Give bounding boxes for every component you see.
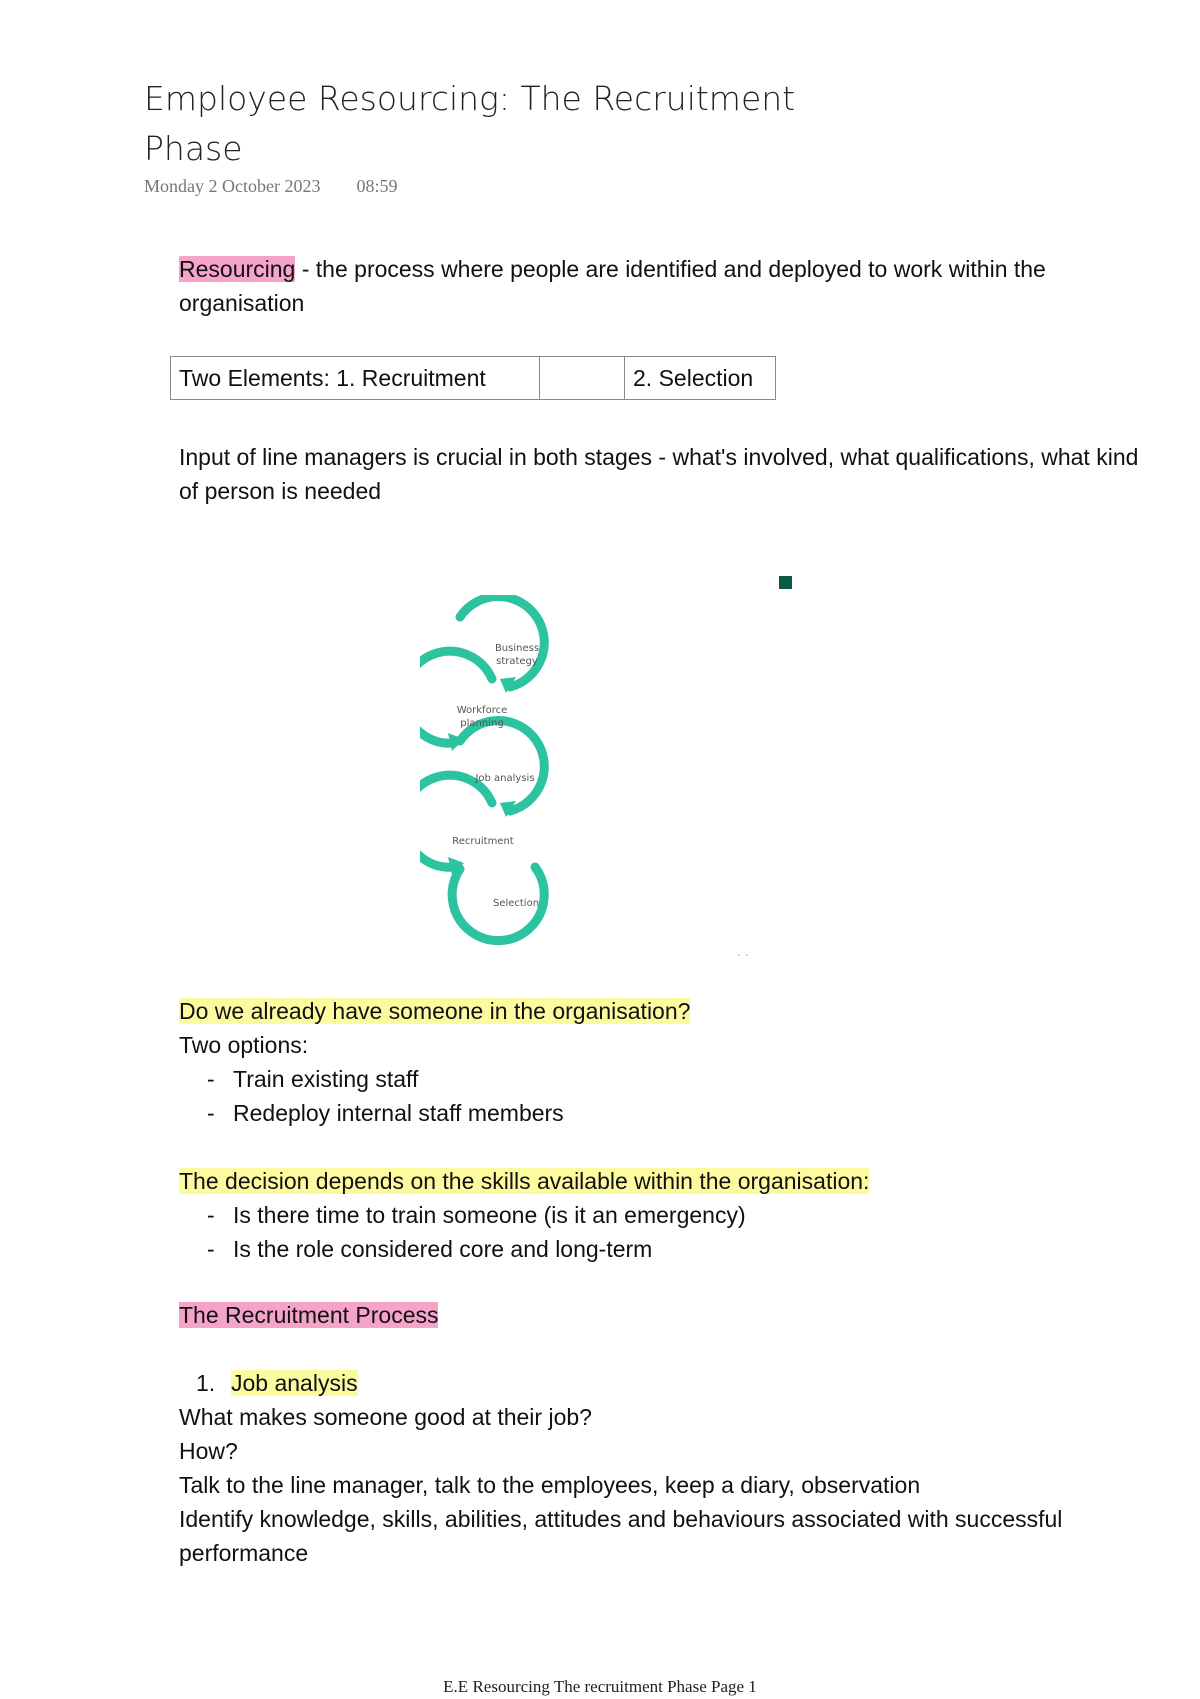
resourcing-term: Resourcing bbox=[179, 256, 296, 282]
process-step-1 bbox=[179, 1366, 1184, 1400]
list-item: - Is the role considered core and long-term bbox=[179, 1232, 1179, 1266]
stage-label-business-strategy: Business strategy bbox=[494, 643, 540, 667]
job-analysis-line: How? bbox=[179, 1438, 238, 1464]
job-analysis-section bbox=[179, 1366, 1184, 1570]
stage-label-workforce-planning: Workforce planning bbox=[456, 705, 508, 729]
job-analysis-line: Talk to the line manager, talk to the employees, keep a diary, observation bbox=[179, 1472, 921, 1498]
cycle-arc-business-strategy bbox=[460, 597, 544, 687]
internal-intro: Two options: bbox=[179, 1032, 309, 1058]
decision-section bbox=[179, 1164, 1179, 1266]
process-heading-row bbox=[179, 1298, 1179, 1332]
stage-label-recruitment: Recruitment bbox=[452, 836, 514, 847]
table-row bbox=[171, 357, 776, 400]
internal-question: Do we already have someone in the organisation? bbox=[179, 998, 691, 1024]
intro-paragraph bbox=[179, 252, 1159, 320]
step-number: 1. bbox=[196, 1370, 216, 1396]
stage-label-job-analysis: Job analysis bbox=[475, 773, 535, 784]
stage-label-selection: Selection bbox=[492, 898, 540, 909]
job-analysis-line: Identify knowledge, skills, abilities, attitudes and behaviours associated with successful performance bbox=[179, 1506, 1063, 1566]
cycle-arc-job-analysis bbox=[460, 721, 544, 811]
list-item: - Is there time to train someone (is it an emergency) bbox=[179, 1198, 1179, 1232]
page-footer: E.E Resourcing The recruitment Phase Page 1 bbox=[443, 1677, 757, 1696]
green-marker bbox=[779, 576, 792, 589]
recruitment-cycle-diagram bbox=[420, 595, 610, 955]
process-heading: The Recruitment Process bbox=[179, 1302, 439, 1328]
page-date: Monday 2 October 2023 bbox=[144, 176, 321, 196]
page-title: Employee Resourcing: The Recruitment Phase bbox=[144, 79, 796, 168]
elements-table bbox=[170, 356, 776, 400]
internal-options-list bbox=[179, 1062, 1179, 1130]
step-title: Job analysis bbox=[231, 1370, 358, 1396]
resourcing-definition: - the process where people are identified and deployed to work within the organisation bbox=[179, 256, 1046, 316]
page-time: 08:59 bbox=[356, 176, 398, 196]
table-cell-selection: 2. Selection bbox=[625, 357, 776, 400]
table-cell-recruitment: Two Elements: 1. Recruitment bbox=[171, 357, 540, 400]
cycle-arc-workforce-planning bbox=[420, 651, 492, 743]
line-managers-paragraph: Input of line managers is crucial in both stages - what's involved, what qualifications, what kind of person is needed bbox=[179, 444, 1139, 504]
decision-heading: The decision depends on the skills available within the organisation: bbox=[179, 1168, 870, 1194]
job-analysis-line: What makes someone good at their job? bbox=[179, 1404, 592, 1430]
page-meta bbox=[144, 176, 397, 197]
list-item: - Redeploy internal staff members bbox=[179, 1096, 1179, 1130]
decision-points-list bbox=[179, 1198, 1179, 1266]
table-cell-empty bbox=[540, 357, 625, 400]
cycle-arc-recruitment bbox=[420, 775, 492, 867]
decorative-dots: - - bbox=[737, 950, 750, 961]
list-item: - Train existing staff bbox=[179, 1062, 1179, 1096]
internal-section bbox=[179, 994, 1179, 1130]
